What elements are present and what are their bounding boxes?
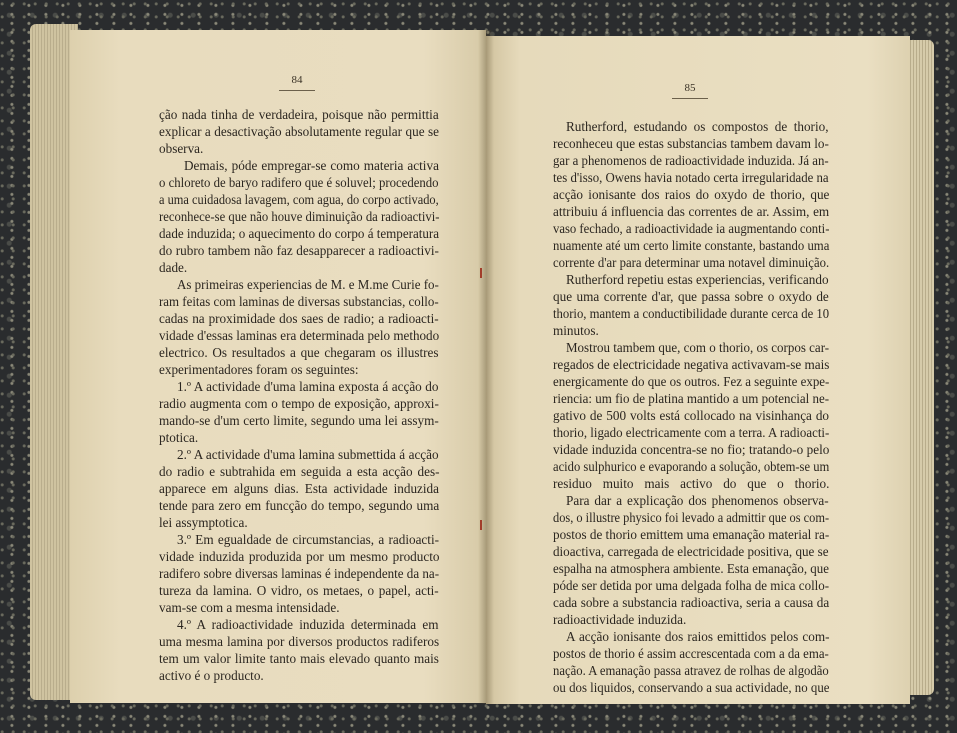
text-line: nuamente até um certo limite constante, bastando uma: [553, 238, 830, 253]
text-line: regados de electricidade negativa activavam-se mais: [553, 357, 830, 372]
text-line: riencia: um fio de platina mantido a um potencial ne-: [553, 391, 830, 406]
text-line: dioactiva, carregada de electricidade positiva, que se: [553, 544, 829, 559]
text-line: dade.: [159, 260, 188, 275]
text-line: tem um valor limite tanto mais elevado quanto mais: [159, 651, 439, 666]
text-line: electrico. Os resultados a que chegaram os illustres: [159, 345, 439, 360]
text-line: Rutherford repetiu estas experiencias, verificando: [566, 272, 829, 287]
text-line: postos de thorio emittem uma emanação material ra-: [553, 527, 830, 542]
text-line: thorio, mantem a conductibilidade durante cerca de 10: [553, 306, 830, 321]
text-line: postos de thorio é assim accrescentada com a da ema-: [553, 646, 829, 661]
text-line: acção ionisante dos raios do oxydo de thorio, que: [553, 187, 830, 202]
text-line: activo é o producto.: [159, 668, 264, 683]
text-line: minutos.: [553, 323, 599, 338]
text-line: corrente d'ar para determinar uma notavel diminuição.: [553, 255, 830, 270]
text-line: cada sobre a substancia radioactiva, seria a causa da: [553, 595, 830, 610]
text-line: ou dos liquidos, conservando a sua actividade, no que: [553, 680, 830, 695]
text-line: tende para zero em funcção do tempo, segundo uma: [159, 498, 440, 513]
text-line: radio augmenta com o tempo de exposição, approxi-: [159, 396, 439, 411]
text-line: mando-se d'um certo limite, segundo uma lei assym-: [159, 413, 439, 428]
binding-thread: [480, 520, 482, 530]
text-line: thorio, ligado electricamente com a terra. A radioacti-: [553, 425, 830, 440]
text-line: vidade induzida concentra-se no fio; tratando-o pelo: [553, 442, 830, 457]
text-line: do rubro tambem não faz desapparecer a radioactivi-: [159, 243, 439, 258]
text-line: vaso fechado, a radioactividade ia augmentando conti-: [553, 221, 830, 236]
text-line: Rutherford, estudando os compostos de thorio,: [566, 119, 829, 134]
text-line: cadas na proximidade dos saes de radio; a radioacti-: [159, 311, 439, 326]
text-line: tes d'isso, Owens havia notado certa irregularidade na: [553, 170, 829, 185]
text-line: nação. A emanação passa atravez de rolhas de algodão: [553, 663, 829, 678]
text-line: 2.º A actividade d'uma lamina submettida á acção: [177, 447, 439, 462]
page-number-left: 84: [291, 74, 303, 86]
text-line: dade induzida; o aquecimento do corpo á temperatura: [159, 226, 440, 241]
text-line: 4.º A radioactividade induzida determinada em: [177, 617, 439, 632]
text-line: 3.º Em egualdade de circumstancias, a radioacti-: [177, 532, 440, 547]
page-number-rule: [279, 90, 315, 91]
text-line: gativo de 500 volts está collocado na visinhança do: [553, 408, 830, 423]
text-line: lei assymptotica.: [159, 515, 248, 530]
text-line: A acção ionisante dos raios emittidos pelos com-: [566, 629, 830, 644]
text-line: apparece em alguns dias. Esta actividade induzida: [159, 481, 440, 496]
text-line: Demais, póde empregar-se como materia activa: [184, 158, 439, 173]
text-line: radioactividade induzida.: [553, 612, 687, 627]
text-line: Mostrou tambem que, com o thorio, os corpos car-: [566, 340, 830, 355]
binding-thread: [480, 268, 482, 278]
book-gutter: [478, 30, 494, 704]
text-line: ram feitas com laminas de diversas substancias, collo-: [159, 294, 439, 309]
text-line: vidade d'essas laminas era determinada pelo methodo: [159, 328, 440, 343]
text-line: ção nada tinha de verdadeira, poisque não permittia: [159, 107, 439, 122]
text-line: dos, o illustre physico foi levado a admittir que os com-: [553, 510, 830, 525]
text-line: vam-se com a mesma intensidade.: [159, 600, 340, 615]
text-line: reconhece-se que não houve diminuição da radioactivi-: [159, 209, 440, 224]
text-line: vidade induzida produzida por um mesmo producto: [159, 549, 440, 564]
text-line: explicar a desactivação absolutamente regular que se: [159, 124, 439, 139]
text-line: póde ser detida por uma delgada folha de mica collo-: [553, 578, 830, 593]
text-line: uma mesma lamina por diversos productos radiferos: [159, 634, 440, 649]
page-number-rule: [672, 98, 708, 99]
text-line: observa.: [159, 141, 204, 156]
text-line: gar a phenomenos de radioactividade induzida. Já an-: [553, 153, 829, 168]
text-line: residuo muito mais activo do que o thorio.: [553, 476, 830, 491]
text-line: attribuiu á influencia das correntes de ar. Assim, em: [553, 204, 830, 219]
text-line: tureza da lamina. O vidro, os metaes, o papel, acti-: [159, 583, 439, 598]
text-line: do radio e subtrahida em seguida a esta acção des-: [159, 464, 440, 479]
text-line: As primeiras experiencias de M. e M.me Curie fo-: [177, 277, 439, 292]
text-line: espalha na atmosphera ambiente. Esta emanação, que: [553, 561, 829, 576]
text-line: energicamente do que os outros. Fez a seguinte expe-: [553, 374, 830, 389]
text-line: ptotica.: [159, 430, 199, 445]
text-line: reconheceu que estas substancias tambem davam lo-: [553, 136, 829, 151]
text-line: o chloreto de baryo radifero que é soluvel; procedendo: [159, 175, 439, 190]
text-line: Para dar a explicação dos phenomenos observa-: [566, 493, 829, 508]
page-number-right: 85: [684, 82, 696, 94]
page-stack-right: [908, 40, 934, 695]
text-line: acido sulphurico e evaporando a solução, obtem-se um: [553, 459, 830, 474]
text-line: 1.º A actividade d'uma lamina exposta á acção do: [177, 379, 439, 394]
text-line: a uma cuidadosa lavagem, com agua, do corpo activado,: [159, 192, 439, 207]
text-line: que uma corrente d'ar, que passa sobre o oxydo de: [553, 289, 829, 304]
text-line: experimentadores foram os seguintes:: [159, 362, 359, 377]
text-line: radifero sobre diversas laminas é independente da na-: [159, 566, 440, 581]
